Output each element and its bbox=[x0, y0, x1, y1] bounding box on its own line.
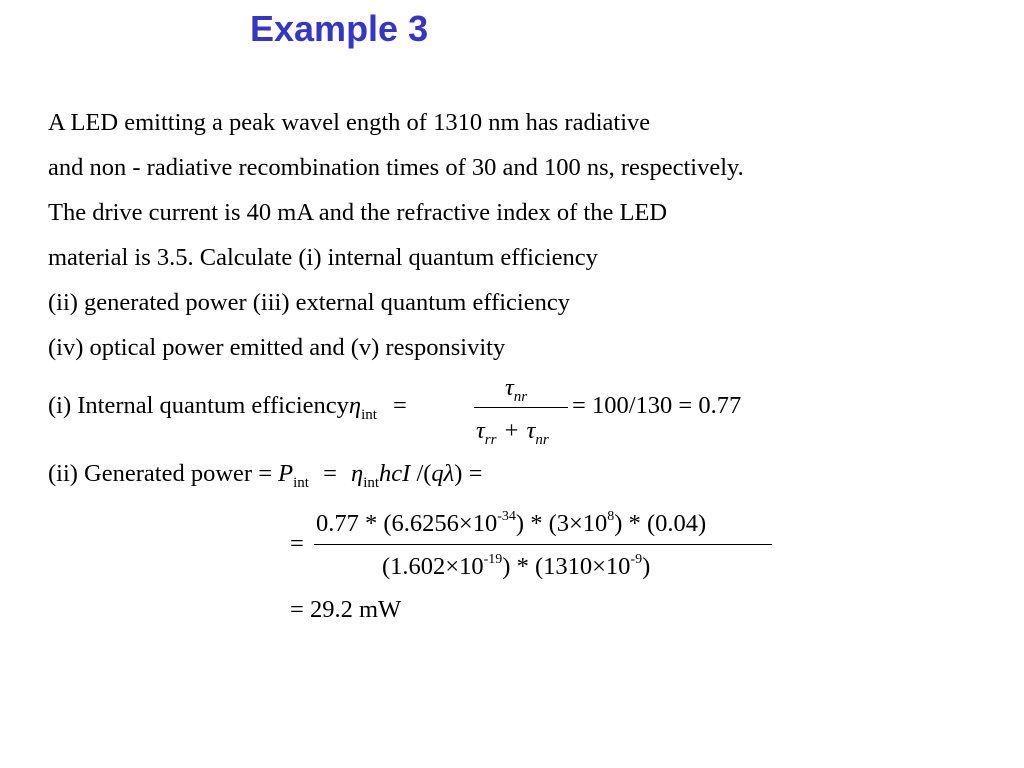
tau-symbol: τ bbox=[476, 417, 485, 444]
exponent: -19 bbox=[483, 552, 503, 567]
numerator-part: ) * (3×10 bbox=[515, 510, 608, 537]
problem-line-3: The drive current is 40 mA and the refractive index of the LED bbox=[48, 199, 668, 226]
slide-title: Example 3 bbox=[250, 8, 429, 49]
eta-symbol: η bbox=[351, 460, 364, 487]
eq1-numerator bbox=[505, 374, 528, 405]
eq4-result: = 29.2 mW bbox=[290, 596, 402, 623]
exponent: -34 bbox=[497, 509, 516, 524]
eq1-fraction-bar bbox=[474, 407, 568, 408]
eq2-close: ) = bbox=[454, 460, 483, 487]
eq1-lhs bbox=[48, 392, 407, 423]
eq1-result: = 100/130 = 0.77 bbox=[572, 392, 742, 419]
problem-line-6: (iv) optical power emitted and (v) responsivity bbox=[48, 334, 506, 361]
power-symbol: P bbox=[278, 460, 294, 487]
eta-symbol: η bbox=[348, 392, 362, 419]
eq3-equals: = bbox=[290, 530, 304, 557]
tau-subscript: rr bbox=[484, 432, 497, 448]
numerator-part: 0.77 * (6.6256×10 bbox=[316, 510, 498, 537]
denominator-part: (1.602×10 bbox=[382, 553, 484, 580]
denominator-part: ) bbox=[642, 553, 651, 580]
eq3-denominator bbox=[382, 553, 650, 581]
problem-statement bbox=[48, 100, 1008, 370]
eq2-equals: = bbox=[323, 460, 337, 487]
eta-subscript: int bbox=[361, 407, 377, 423]
eq2-slash: /( bbox=[410, 460, 432, 487]
denominator-part: ) * (1310×10 bbox=[502, 553, 631, 580]
eq1-label: (i) Internal quantum efficiency bbox=[48, 392, 349, 419]
eq2-label: (ii) Generated power = bbox=[48, 460, 273, 487]
lambda-symbol: λ bbox=[443, 460, 455, 487]
plus-sign: + bbox=[504, 417, 519, 444]
tau-subscript: nr bbox=[513, 389, 528, 405]
tau-subscript: nr bbox=[535, 432, 549, 448]
problem-line-2: and non - radiative recombination times of 30 and 100 ns, respectively. bbox=[48, 154, 744, 181]
q-symbol: q bbox=[431, 460, 444, 487]
eq3-numerator bbox=[316, 510, 706, 538]
tau-symbol: τ bbox=[505, 374, 514, 401]
exponent: -9 bbox=[630, 552, 643, 567]
power-subscript: int bbox=[293, 475, 309, 491]
tau-symbol: τ bbox=[526, 417, 536, 444]
exponent: 8 bbox=[607, 509, 615, 524]
eta-subscript: int bbox=[363, 475, 380, 491]
problem-line-1: A LED emitting a peak wavel ength of 1310 nm has radiative bbox=[48, 109, 651, 136]
equation-generated-power bbox=[48, 460, 483, 491]
eq1-equals: = bbox=[393, 392, 407, 419]
eq1-denominator bbox=[476, 417, 549, 448]
numerator-part: ) * (0.04) bbox=[614, 510, 707, 537]
problem-line-4: material is 3.5. Calculate (i) internal quantum efficiency bbox=[48, 244, 598, 271]
hci-term: hcI bbox=[379, 460, 411, 487]
eq3-fraction-bar bbox=[314, 544, 772, 545]
problem-line-5: (ii) generated power (iii) external quantum efficiency bbox=[48, 289, 570, 316]
